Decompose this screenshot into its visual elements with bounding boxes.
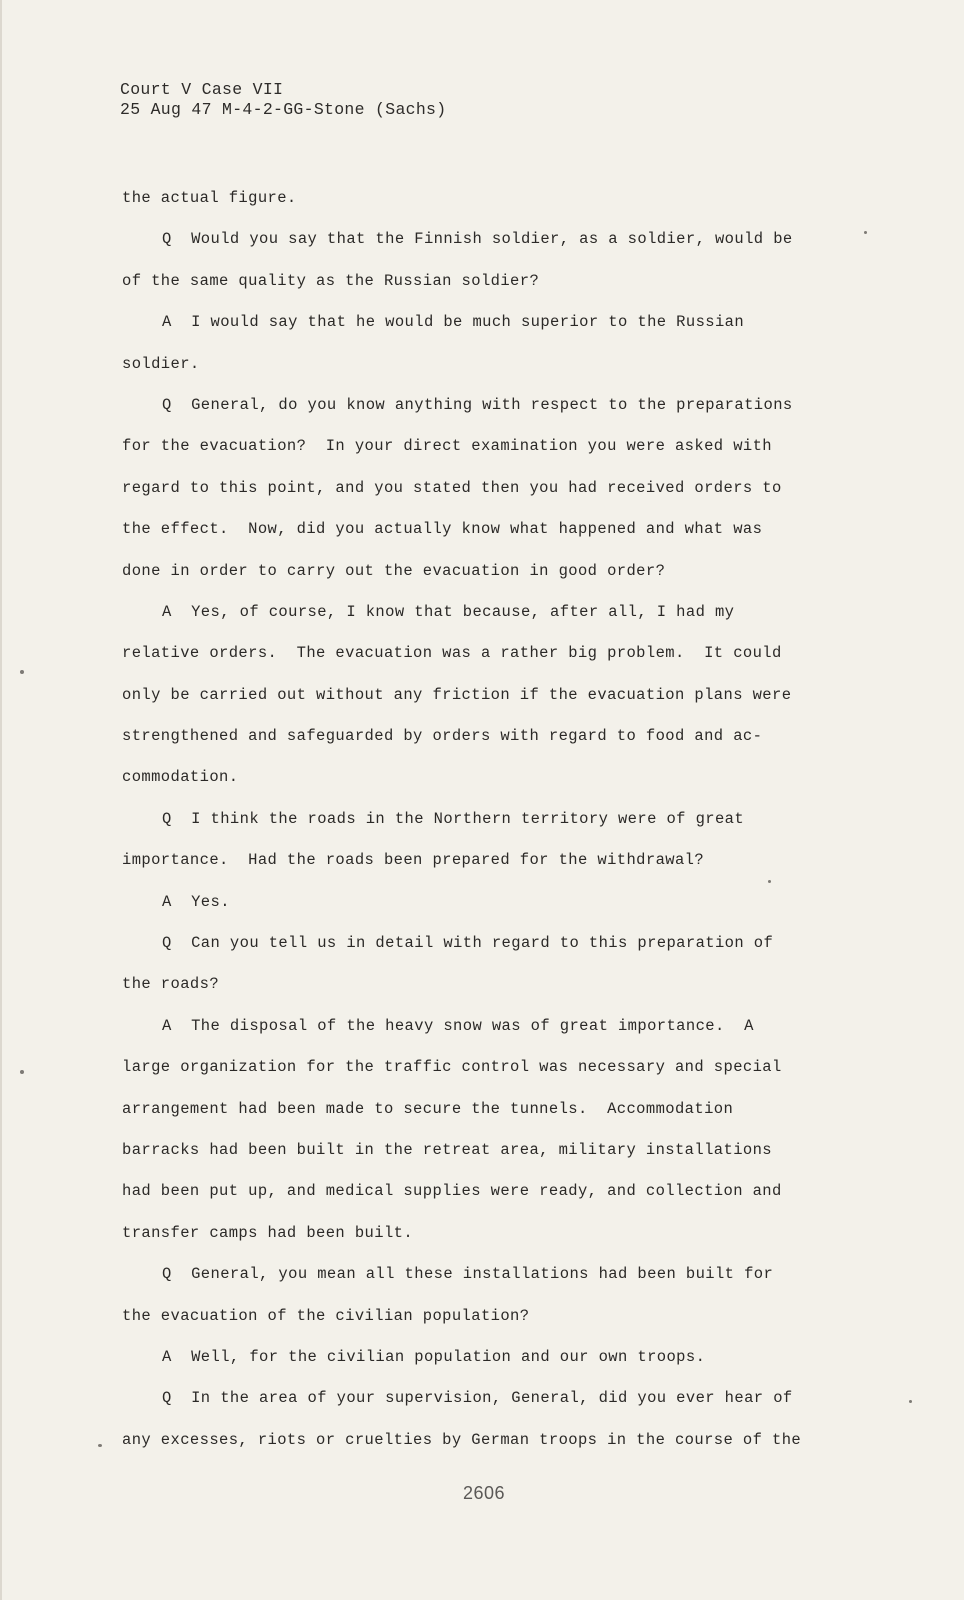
transcript-line: A The disposal of the heavy snow was of great importance. A bbox=[162, 1016, 754, 1035]
transcript-line: barracks had been built in the retreat area, military installations bbox=[122, 1140, 773, 1159]
paper-speck bbox=[20, 1070, 24, 1074]
transcript-line: any excesses, riots or cruelties by German troops in the course of the bbox=[122, 1430, 802, 1449]
paper-speck bbox=[909, 1400, 912, 1403]
transcript-line: done in order to carry out the evacuation in good order? bbox=[122, 561, 666, 580]
header-date-line: 25 Aug 47 M-4-2-GG-Stone (Sachs) bbox=[120, 100, 447, 119]
transcript-line: regard to this point, and you stated then you had received orders to bbox=[122, 478, 782, 497]
transcript-line: the evacuation of the civilian population? bbox=[122, 1306, 530, 1325]
transcript-line: Q General, you mean all these installations had been built for bbox=[162, 1265, 774, 1284]
paper-speck bbox=[864, 231, 867, 234]
transcript-line: Q Can you tell us in detail with regard to this preparation of bbox=[162, 934, 774, 953]
transcript-line: A Yes, of course, I know that because, after all, I had my bbox=[162, 602, 735, 621]
transcript-line: had been put up, and medical supplies were ready, and collection and bbox=[122, 1182, 782, 1201]
transcript-line: relative orders. The evacuation was a rather big problem. It could bbox=[122, 644, 782, 663]
transcript-line: the effect. Now, did you actually know what happened and what was bbox=[122, 520, 763, 539]
transcript-line: Q Would you say that the Finnish soldier, as a soldier, would be bbox=[162, 230, 793, 249]
page-number: 2606 bbox=[462, 1483, 506, 1503]
paper-speck bbox=[768, 880, 771, 883]
transcript-line: of the same quality as the Russian soldier? bbox=[122, 271, 540, 290]
transcript-body bbox=[122, 178, 852, 1461]
paper-speck bbox=[98, 1444, 102, 1447]
transcript-line: strengthened and safeguarded by orders with regard to food and ac- bbox=[122, 727, 763, 746]
transcript-line: large organization for the traffic control was necessary and special bbox=[122, 1058, 782, 1077]
transcript-line: only be carried out without any friction if the evacuation plans were bbox=[122, 685, 792, 704]
transcript-line: A Well, for the civilian population and our own troops. bbox=[162, 1347, 706, 1366]
transcript-line: commodation. bbox=[122, 768, 239, 787]
transcript-line: Q In the area of your supervision, General, did you ever hear of bbox=[162, 1389, 793, 1408]
document-header bbox=[120, 80, 446, 120]
transcript-line: A Yes. bbox=[162, 892, 230, 911]
transcript-line: importance. Had the roads been prepared for the withdrawal? bbox=[122, 851, 705, 870]
paper-speck bbox=[20, 670, 24, 674]
transcript-line: for the evacuation? In your direct examination you were asked with bbox=[122, 437, 773, 456]
transcript-line: the roads? bbox=[122, 975, 220, 994]
transcript-line: transfer camps had been built. bbox=[122, 1223, 414, 1242]
transcript-line: Q I think the roads in the Northern territory were of great bbox=[162, 809, 745, 828]
transcript-line: the actual figure. bbox=[122, 189, 297, 207]
transcript-line: Q General, do you know anything with respect to the preparations bbox=[162, 395, 793, 414]
transcript-line: soldier. bbox=[122, 354, 200, 373]
transcript-line: arrangement had been made to secure the tunnels. Accommodation bbox=[122, 1099, 734, 1118]
header-case-line: Court V Case VII bbox=[120, 80, 284, 99]
transcript-line: A I would say that he would be much superior to the Russian bbox=[162, 313, 745, 332]
